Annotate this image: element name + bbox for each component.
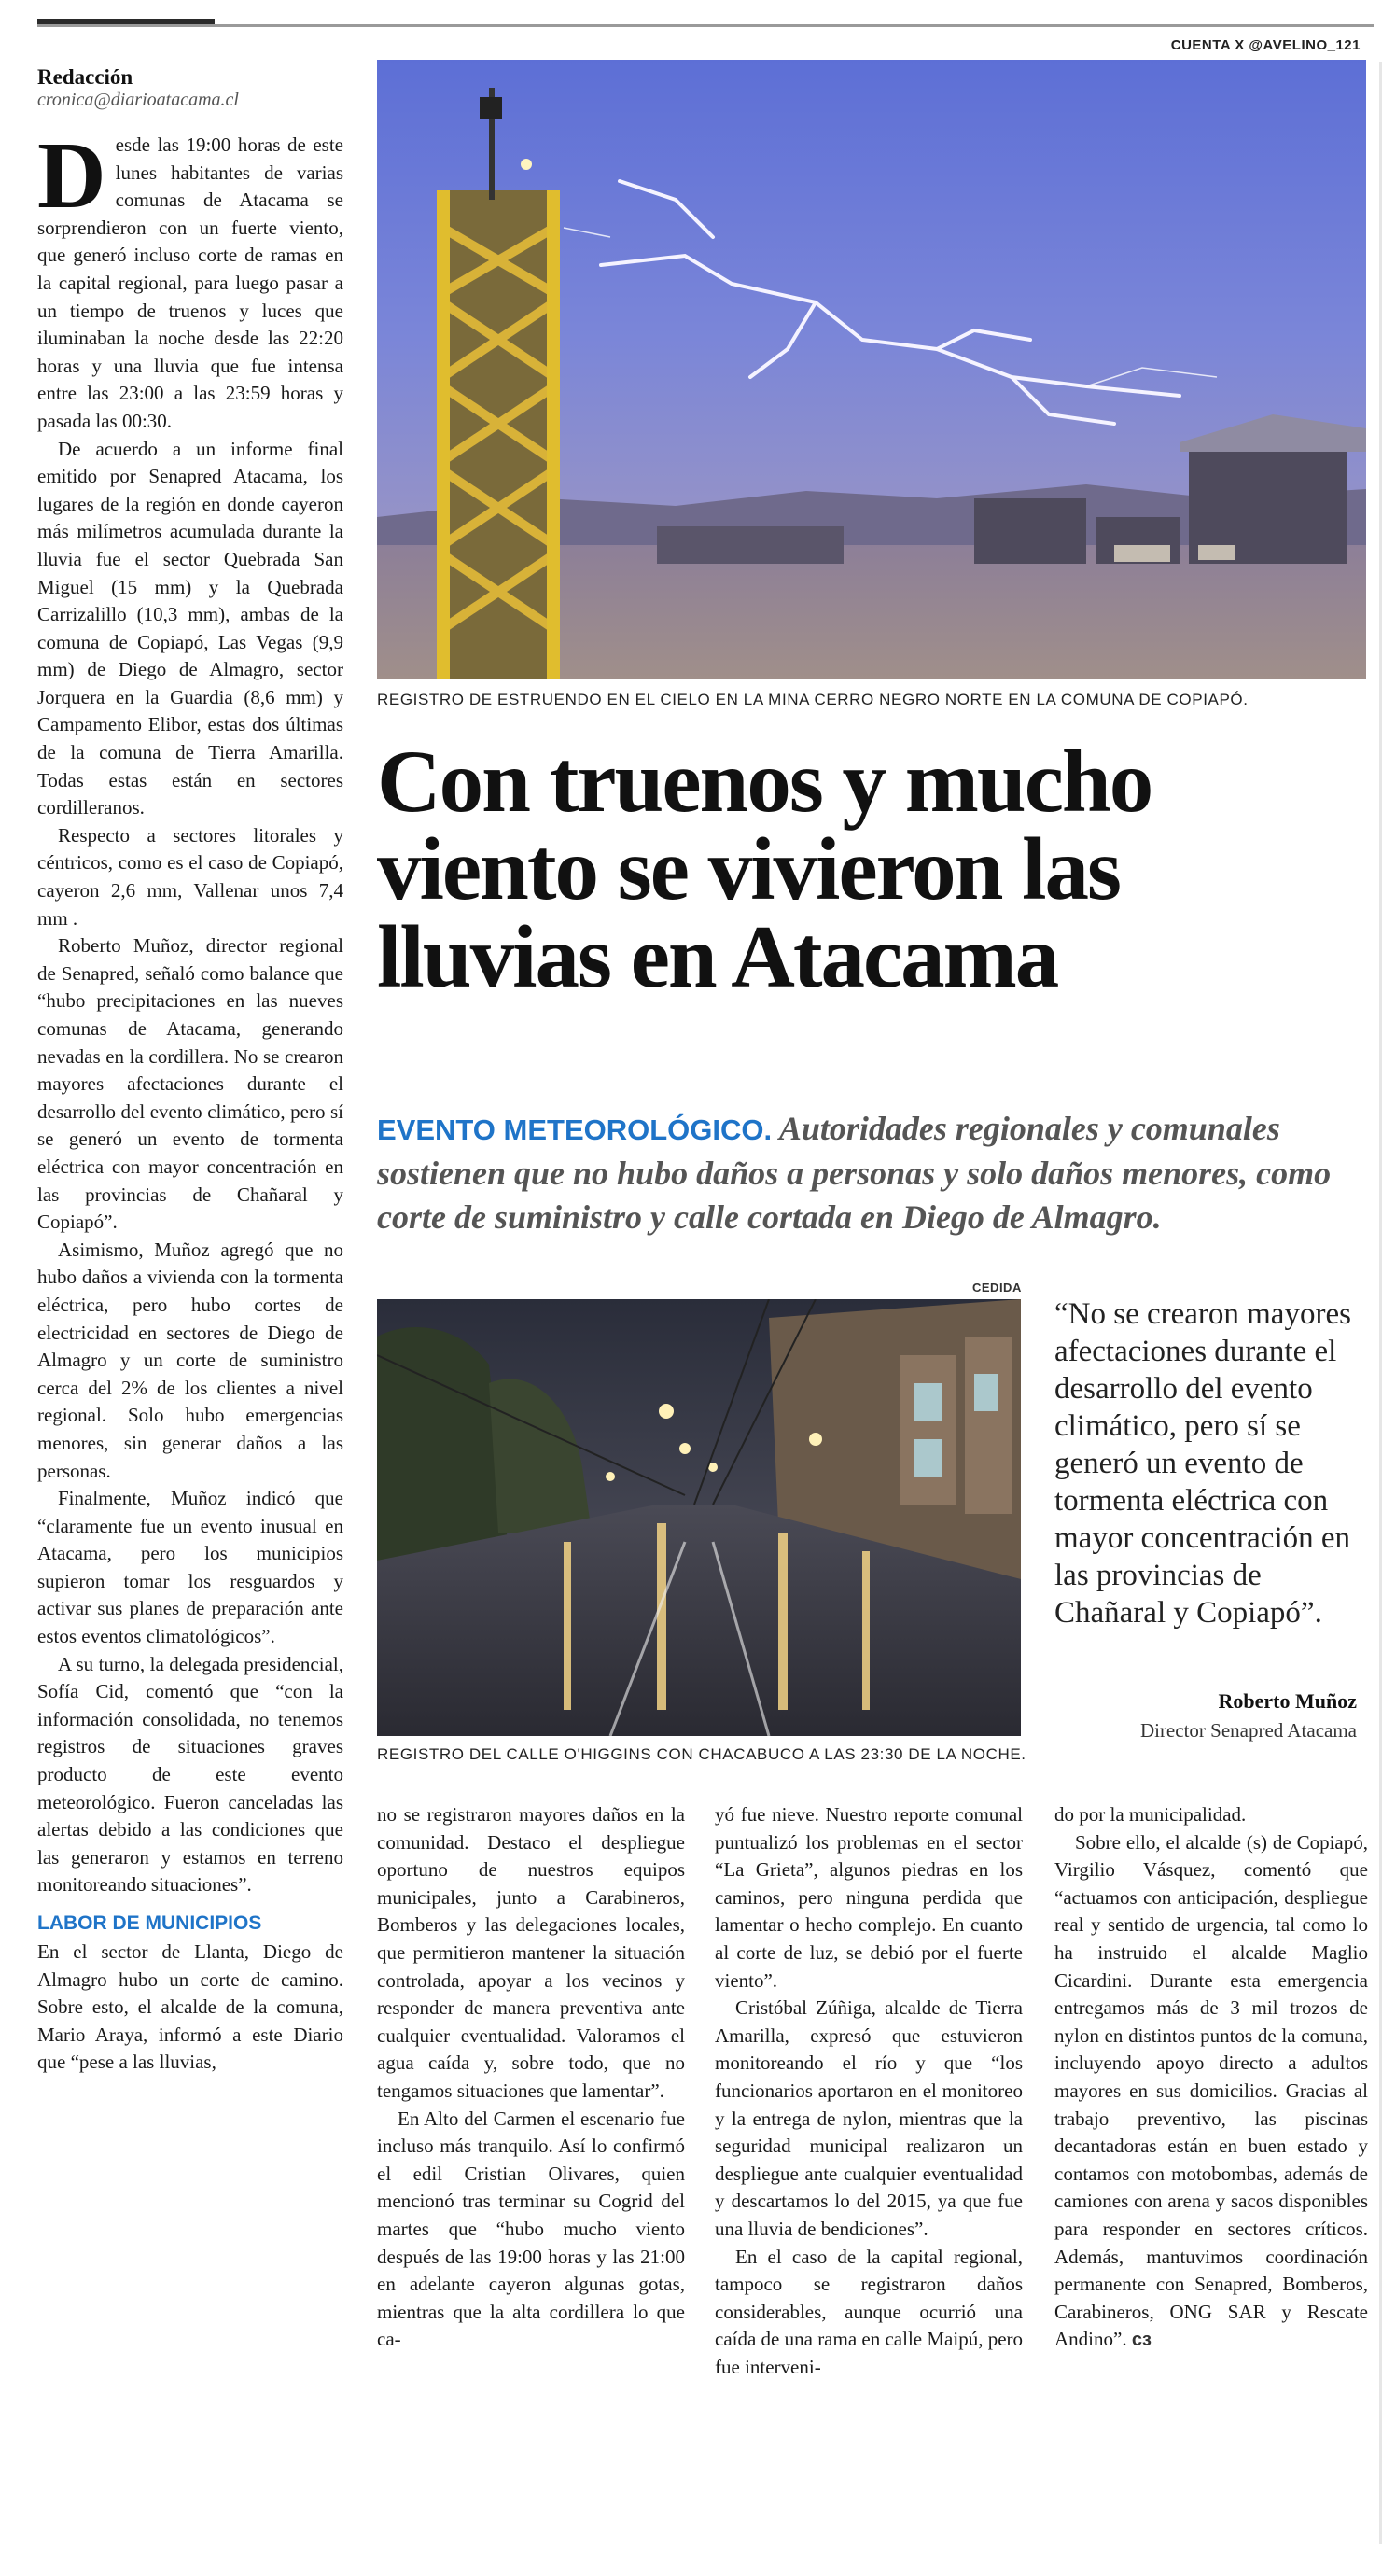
lead-text: Autoridades regionales y comunales sostienen que no hubo daños a personas y solo daños menores, como corte de suministro y calle cortada en Diego de Almagro. xyxy=(377,1110,1332,1236)
photo-credit: CEDIDA xyxy=(972,1281,1022,1295)
body-paragraph: De acuerdo a un informe final emitido por Senapred Atacama, los lugares de la región en donde cayeron más milímetros acumulada durante la lluvia fue el sector Quebrada San Miguel (15 mm) y la Quebrada Carrizalillo (10,3 mm), ambas de la comuna de Copiapó, Las Vegas (9,9 mm) de Diego de Almagro, sector Jorquera en la Guardia (8,6 mm) y Campamento Elibor, estas dos últimas de la comuna de Tierra Amarilla. Todas estas están en sectores cordilleranos. xyxy=(37,437,343,819)
lightning-photo xyxy=(377,60,1366,679)
body-paragraph: Respecto a sectores litorales y céntricos, como es el caso de Copiapó, cayeron 2,6 mm, Vallenar unos 7,4 mm . xyxy=(37,823,343,930)
body-paragraph: En el sector de Llanta, Diego de Almagro hubo un corte de camino. Sobre esto, el alcalde de la comuna, Mario Araya, informó a este Diario que “pese a las lluvias, xyxy=(37,1940,343,2074)
body-paragraph: yó fue nieve. Nuestro reporte comunal puntualizó los problemas en el sector “La Grieta”, algunos piedras en los caminos, pero ninguna perdida que lamentar o hecho complejo. En cuanto al corte de luz, se debió por el fuerte viento”. xyxy=(715,1803,1023,1992)
page-edge-line xyxy=(1379,62,1382,2544)
top-photo-caption: REGISTRO DE ESTRUENDO EN EL CIELO EN LA MINA CERRO NEGRO NORTE EN LA COMUNA DE COPIAPÓ. xyxy=(377,691,1249,708)
lightning-photo-graphic xyxy=(377,60,1366,679)
photo-credit-social: CUENTA X @AVELINO_121 xyxy=(1170,37,1361,53)
article-column-2 xyxy=(377,1801,685,2354)
body-paragraph: Roberto Muñoz, director regional de Senapred, señaló como balance que “hubo precipitaciones en las nueves comunas de Atacama, generando nevadas en la cordillera. No se crearon mayores afectaciones durante el desarrollo del evento climático, pero sí se generó un evento de tormenta eléctrica con mayor concentración en las provincias de Chañaral y Copiapó”. xyxy=(37,934,343,1234)
drop-cap: D xyxy=(37,123,106,229)
body-paragraph: Cristóbal Zúñiga, alcalde de Tierra Amarilla, expresó que estuvieron monitoreando el río y que “los funcionarios aportaron en el monitoreo y la entrega de nylon, mientras que la seguridad municipal realizaron un despliegue ante cualquier eventualidad y descartamos lo del 2015, ya que fue una lluvia de bendiciones”. xyxy=(715,1996,1023,2240)
article-column-1 xyxy=(37,65,343,2077)
body-paragraph: En el caso de la capital regional, tampoco se registraron daños considerables, aunque ocurrió una caída de una rama en calle Maipú, pero fue interveni- xyxy=(715,2245,1024,2378)
pull-quote-name: Roberto Muñoz xyxy=(1218,1689,1357,1713)
body-paragraph: Sobre ello, el alcalde (s) de Copiapó, Virgilio Vásquez, comentó que “actuamos con anticipación, despliegue real y sentido de urgencia, tal como lo ha instruido el alcalde Maglio Cicardini. Durante esta emergencia entregamos más de 3 mil trozos de nylon en distintos puntos de la comuna, incluyendo apoyo directo a adultos mayores en sus domicilios. Gracias al trabajo preventivo, las piscinas decantadoras están en buen estado y contamos con motobombas, además de camiones con arena y sacos disponibles para responder en sectores críticos. Además, mantuvimos coordinación permanente con Senapred, Bomberos, Carabineros, ONG SAR y Rescate Andino”. cз xyxy=(1054,1830,1368,2351)
end-mark-icon: cз xyxy=(1131,2330,1152,2351)
byline-email[interactable]: cronica@diarioatacama.cl xyxy=(37,90,239,110)
lead-paragraph xyxy=(377,1107,1366,1239)
section-subhead: LABOR DE MUNICIPIOS xyxy=(37,1912,262,1934)
body-paragraph: Finalmente, Muñoz indicó que “claramente fue un evento inusual en Atacama, pero los municipios supieron tomar los resguardos y activar sus planes de preparación ante estos eventos climatológicos”. xyxy=(37,1487,343,1648)
body-paragraph: En Alto del Carmen el escenario fue incluso más tranquilo. Así lo confirmó el edil Cristian Olivares, quien mencionó tras terminar su Cogrid del martes que “hubo mucho viento después de las 19:00 horas y las 21:00 en adelante cayeron algunas gotas, mientras que la alta cordillera lo que ca- xyxy=(377,2107,685,2351)
bottom-photo-caption: REGISTRO DEL CALLE O'HIGGINS CON CHACABUCO A LAS 23:30 DE LA NOCHE. xyxy=(377,1745,1026,1763)
body-paragraph: no se registraron mayores daños en la comunidad. Destaco el despliegue oportuno de nuestros equipos municipales, junto a Carabineros, Bomberos y las delegaciones locales, que permitieron mantener la situación controlada, apoyar a los vecinos y responder de manera preventiva ante cualquier eventualidad. Valoramos el agua caída y, sobre todo, que no tengamos situaciones que lamentar”. xyxy=(377,1803,685,2102)
body-paragraph: do por la municipalidad. xyxy=(1054,1803,1247,1826)
headline: Con truenos y mucho viento se vivieron las lluvias en Atacama xyxy=(377,732,1152,1006)
pull-quote-role: Director Senapred Atacama xyxy=(1139,1719,1357,1742)
body-paragraph: Desde las 19:00 horas de este lunes habitantes de varias comunas de Atacama se sorprendieron con un fuerte viento, que generó incluso corte de ramas en la capital regional, para luego pasar a un tiempo de truenos y luces que iluminaban la noche desde las 22:20 horas y una lluvia que fue intensa entre las 23:00 a las 23:59 horas y pasada las 00:30. xyxy=(37,123,343,432)
street-photo-graphic xyxy=(377,1299,1021,1736)
article-column-4 xyxy=(1054,1801,1368,2354)
body-paragraph: A su turno, la delegada presidencial, Sofía Cid, comentó que “con la información consolidada, no tenemos registros de situaciones graves producto de este evento meteorológico. Fueron canceladas las alertas debido a las condiciones que las generaron y estamos en terreno monitoreando situaciones”. xyxy=(37,1652,343,1897)
article-column-3 xyxy=(715,1801,1023,2381)
street-photo xyxy=(377,1299,1021,1736)
byline-name: Redacción xyxy=(37,65,133,89)
lead-kicker: EVENTO METEOROLÓGICO. xyxy=(377,1113,773,1146)
top-rule xyxy=(37,24,1374,27)
pull-quote: “No se crearon mayores afectaciones durante el desarrollo del evento climático, pero sí se generó un evento de tormenta eléctrica con mayor concentración en las provincias de Chañaral y Copiapó”. xyxy=(1054,1297,1351,1630)
body-paragraph: Asimismo, Muñoz agregó que no hubo daños a vivienda con la tormenta eléctrica, pero hubo cortes de electricidad en sectores de Diego de Almagro y un corte de suministro cerca del 2% de los clientes a nivel regional. Solo hubo emergencias menores, sin generar daños a las personas. xyxy=(37,1238,343,1482)
